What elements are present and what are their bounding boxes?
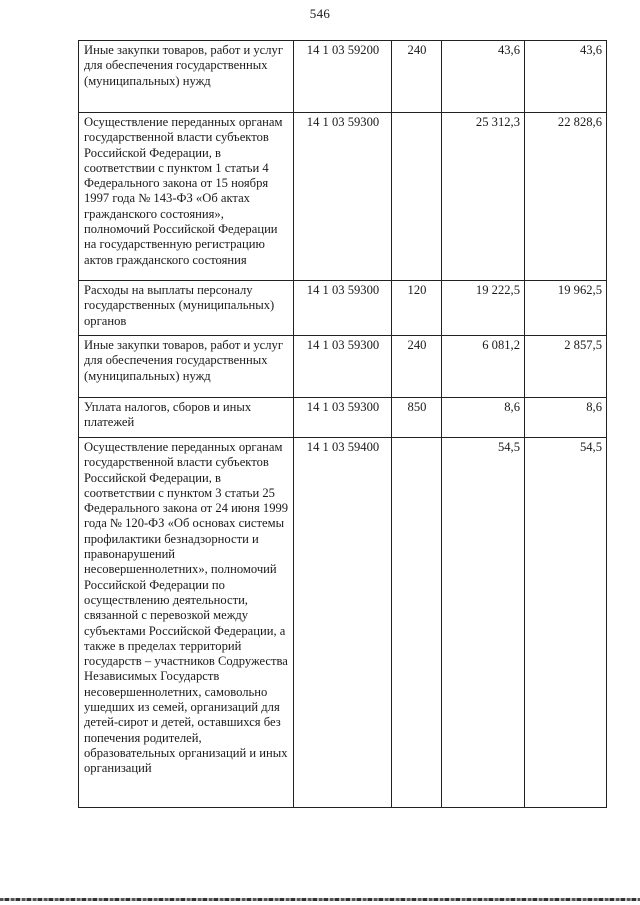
row-name-cell: Иные закупки товаров, работ и услуг для обеспечения государственных (муниципальных) нужд (79, 41, 294, 113)
row-value-1-cell: 8,6 (442, 398, 525, 438)
table-row (79, 41, 607, 113)
page-number: 546 (309, 6, 331, 21)
row-name-cell: Уплата налогов, сборов и иных платежей (79, 398, 294, 438)
row-value-1-cell: 25 312,3 (442, 113, 525, 281)
row-code-cell: 14 1 03 59300 (294, 336, 392, 398)
row-code-cell: 14 1 03 59300 (294, 113, 392, 281)
row-value-1-cell: 54,5 (442, 438, 525, 808)
table-row (79, 113, 607, 281)
row-code-cell: 14 1 03 59400 (294, 438, 392, 808)
row-value-2-cell: 19 962,5 (525, 281, 607, 336)
row-value-2-cell: 43,6 (525, 41, 607, 113)
row-value-1-cell: 19 222,5 (442, 281, 525, 336)
table-row (79, 281, 607, 336)
row-value-2-cell: 2 857,5 (525, 336, 607, 398)
row-name-cell: Расходы на выплаты персоналу государственных (муниципальных) органов (79, 281, 294, 336)
row-value-2-cell: 54,5 (525, 438, 607, 808)
row-value-2-cell: 22 828,6 (525, 113, 607, 281)
row-code-cell: 14 1 03 59300 (294, 281, 392, 336)
scan-edge-divider (0, 898, 640, 901)
row-type-cell: 850 (392, 398, 442, 438)
row-name-cell: Иные закупки товаров, работ и услуг для обеспечения государственных (муниципальных) нужд (79, 336, 294, 398)
table-row (79, 336, 607, 398)
row-type-cell (392, 438, 442, 808)
row-value-2-cell: 8,6 (525, 398, 607, 438)
row-type-cell: 240 (392, 336, 442, 398)
row-name-cell: Осуществление переданных органам государственной власти субъектов Российской Федерации, в соответствии с пунктом 1 статьи 4 Федерального закона от 15 ноября 1997 года № 143-ФЗ «Об актах гражданского состояния», полномочий Российской Федерации на государственную регистрацию актов гражданского состояния (79, 113, 294, 281)
row-name-cell: Осуществление переданных органам государственной власти субъектов Российской Федерации, в соответствии с пунктом 3 статьи 25 Федерального закона от 24 июня 1999 года № 120-ФЗ «Об основах системы профилактики безнадзорности и правонарушений несовершеннолетних», полномочий Российской Федерации по осуществлению деятельности, связанной с перевозкой между субъектами Российской Федерации, а также в пределах территорий государств – участников Содружества Независимых Государств несовершеннолетних, самовольно ушедших из семей, организаций для детей-сирот и детей, оставшихся без попечения родителей, образовательных организаций и иных организаций (79, 438, 294, 808)
budget-table (78, 40, 607, 808)
table-row (79, 398, 607, 438)
row-value-1-cell: 43,6 (442, 41, 525, 113)
row-code-cell: 14 1 03 59300 (294, 398, 392, 438)
row-type-cell: 240 (392, 41, 442, 113)
row-type-cell: 120 (392, 281, 442, 336)
row-code-cell: 14 1 03 59200 (294, 41, 392, 113)
row-value-1-cell: 6 081,2 (442, 336, 525, 398)
table-row (79, 438, 607, 808)
row-type-cell (392, 113, 442, 281)
